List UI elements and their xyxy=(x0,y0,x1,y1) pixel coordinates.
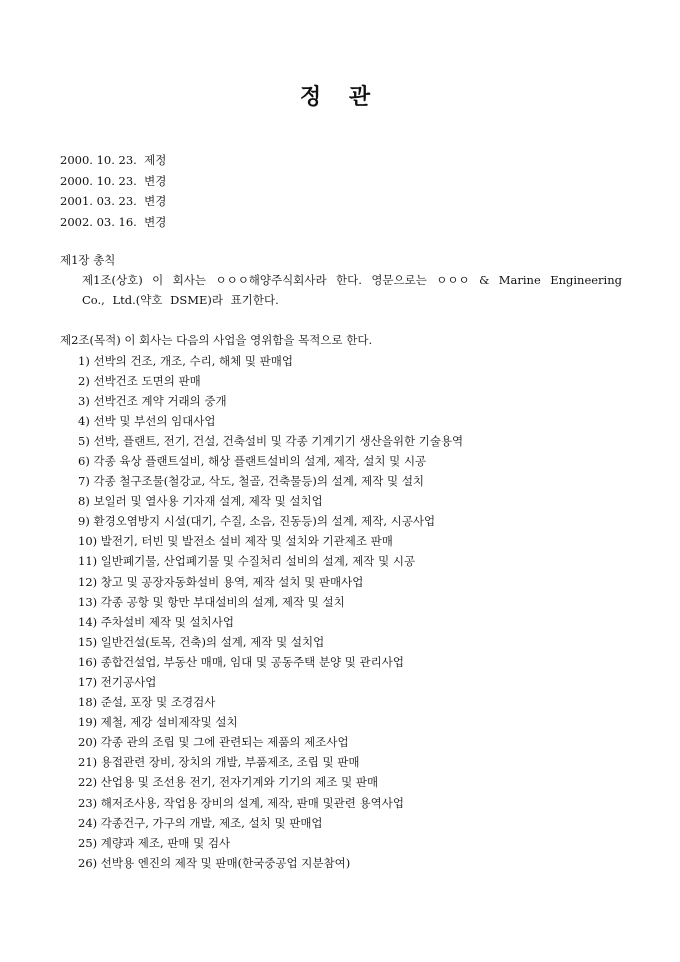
item-number: 10) xyxy=(78,534,98,549)
item-text: 전기공사업 xyxy=(100,675,157,689)
list-item xyxy=(78,632,622,652)
item-number: 14) xyxy=(78,614,98,629)
item-text: 선박의 건조, 개조, 수리, 해체 및 판매업 xyxy=(93,353,294,368)
list-item xyxy=(78,672,622,692)
item-text: 종합건설업, 부동산 매매, 임대 및 공동주택 분양 및 관리사업 xyxy=(100,654,404,669)
item-number: 23) xyxy=(78,795,98,810)
item-text: 선박건조 계약 거래의 중개 xyxy=(93,393,227,408)
item-number: 17) xyxy=(78,675,98,689)
item-number: 18) xyxy=(78,695,98,710)
chapter-heading: 제1장 총칙 xyxy=(60,253,116,267)
item-number: 21) xyxy=(78,755,98,770)
list-item xyxy=(78,551,622,571)
list-item xyxy=(78,451,622,471)
list-item xyxy=(78,391,622,411)
list-item xyxy=(78,592,622,612)
item-text: 창고 및 공장자동화설비 용역, 제작 설치 및 판매사업 xyxy=(100,574,364,589)
list-item xyxy=(78,511,622,531)
purpose-list xyxy=(60,351,622,873)
history-entry: 2002. 03. 16. 변경 xyxy=(60,214,167,229)
item-number: 16) xyxy=(78,654,98,669)
list-item xyxy=(78,371,622,391)
item-text: 선박, 플랜트, 전기, 건설, 건축설비 및 각종 기계기기 생산을위한 기술용역 xyxy=(93,433,464,448)
item-text: 선박건조 도면의 판매 xyxy=(93,373,201,388)
revision-history xyxy=(60,150,166,232)
chapter-1 xyxy=(60,250,622,310)
history-entry: 2001. 03. 23. 변경 xyxy=(60,194,167,208)
item-text: 용접관련 장비, 장치의 개발, 부품제조, 조립 및 판매 xyxy=(100,755,360,770)
item-text: 선박용 엔진의 제작 및 판매(한국중공업 지분참여) xyxy=(100,855,351,870)
item-text: 환경오염방지 시설(대기, 수질, 소음, 진동등)의 설계, 제작, 시공사업 xyxy=(93,514,436,529)
history-entry: 2000. 10. 23. 제정 xyxy=(60,153,167,167)
item-text: 선박 및 부선의 임대사업 xyxy=(93,413,216,428)
item-text: 주차설비 제작 및 설치사업 xyxy=(100,614,234,629)
item-number: 26) xyxy=(78,855,98,870)
item-text: 발전기, 터빈 및 발전소 설비 제작 및 설치와 기관제조 판매 xyxy=(100,534,393,549)
item-text: 계량과 제조, 판매 및 검사 xyxy=(100,835,231,850)
list-item xyxy=(78,652,622,672)
item-number: 2) xyxy=(78,373,90,388)
item-number: 15) xyxy=(78,634,98,649)
list-item xyxy=(78,491,622,511)
item-number: 25) xyxy=(78,835,98,850)
item-number: 22) xyxy=(78,775,98,790)
article-2-heading: 제2조(목적) 이 회사는 다음의 사업을 영위함을 목적으로 한다. xyxy=(60,333,373,347)
item-text: 준설, 포장 및 조경검사 xyxy=(100,695,216,710)
item-text: 보일러 및 열사용 기자재 설계, 제작 및 설치업 xyxy=(93,494,323,509)
list-item xyxy=(78,612,622,632)
history-entry: 2000. 10. 23. 변경 xyxy=(60,173,167,188)
list-item xyxy=(78,793,622,813)
list-item xyxy=(78,572,622,592)
item-number: 9) xyxy=(78,514,90,529)
list-item xyxy=(78,833,622,853)
item-number: 7) xyxy=(78,474,90,489)
item-number: 13) xyxy=(78,594,98,609)
list-item xyxy=(78,351,622,371)
item-text: 일반폐기물, 산업폐기물 및 수질처리 설비의 설계, 제작 및 시공 xyxy=(100,554,416,569)
list-item xyxy=(78,712,622,732)
article-2 xyxy=(60,330,622,873)
item-text: 산업용 및 조선용 전기, 전자기계와 기기의 제조 및 판매 xyxy=(100,775,379,790)
item-number: 20) xyxy=(78,735,98,750)
item-text: 각종 관의 조립 및 그에 관련되는 제품의 제조사업 xyxy=(100,735,349,750)
item-text: 각종 철구조물(철강교, 삭도, 철골, 건축물등)의 설계, 제작 및 설치 xyxy=(93,474,425,489)
list-item xyxy=(78,853,622,873)
item-number: 1) xyxy=(78,353,90,368)
item-number: 3) xyxy=(78,393,90,408)
list-item xyxy=(78,813,622,833)
item-number: 8) xyxy=(78,494,90,509)
item-number: 11) xyxy=(78,554,98,569)
item-number: 12) xyxy=(78,574,98,589)
list-item xyxy=(78,752,622,772)
article-1-text: 제1조(상호) 이 회사는 ㅇㅇㅇ해양주식회사라 한다. 영문으로는 ㅇㅇㅇ & Marine Engineering Co., Ltd.(약호 DSME)라 표기한다. xyxy=(82,273,622,307)
item-text: 각종 육상 플랜트설비, 해상 플랜트설비의 설계, 제작, 설치 및 시공 xyxy=(93,453,427,468)
list-item xyxy=(78,732,622,752)
item-number: 24) xyxy=(78,815,98,830)
list-item xyxy=(78,411,622,431)
list-item xyxy=(78,772,622,792)
item-text: 각종건구, 가구의 개발, 제조, 설치 및 판매업 xyxy=(100,815,323,830)
list-item xyxy=(78,431,622,451)
list-item xyxy=(78,692,622,712)
list-item xyxy=(78,531,622,551)
item-number: 6) xyxy=(78,453,90,468)
list-item xyxy=(78,471,622,491)
item-text: 일반건설(토목, 건축)의 설계, 제작 및 설치업 xyxy=(100,634,325,649)
item-text: 각종 공항 및 항만 부대설비의 설계, 제작 및 설치 xyxy=(100,594,345,609)
item-number: 5) xyxy=(78,433,90,448)
item-text: 제철, 제강 설비제작및 설치 xyxy=(100,715,238,730)
item-text: 해저조사용, 작업용 장비의 설계, 제작, 판매 및관련 용역사업 xyxy=(100,795,404,810)
item-number: 19) xyxy=(78,715,98,730)
item-number: 4) xyxy=(78,413,90,428)
page-title: 정 관 xyxy=(299,84,381,110)
